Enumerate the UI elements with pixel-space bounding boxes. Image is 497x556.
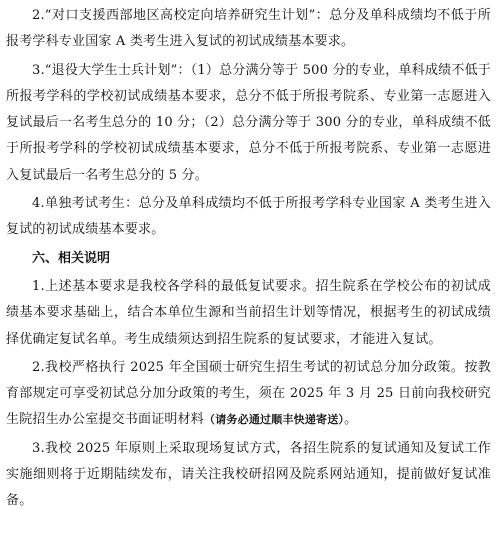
paragraph-note-2-tail: 。 — [344, 412, 358, 428]
paragraph-note-2 — [6, 355, 491, 434]
paragraph-item-4: 4.单独考试考生：总分及单科成绩均不低于所报考学科专业国家 A 类考生进入复试的初试成绩基本要求。 — [6, 196, 491, 238]
paragraph-item-2: 2.“对口支援西部地区高校定向培养研究生计划”：总分及单科成绩均不低于所报考学科专业国家 A 类考生进入复试的初试成绩基本要求。 — [6, 8, 491, 50]
section-heading-6: 六、相关说明 — [32, 250, 111, 266]
paragraph-item-3: 3.“退役大学生士兵计划”：（1）总分满分等于 500 分的专业，单科成绩不低于所报考学科的学校初试成绩基本要求，总分不低于所报考院系、专业第一志愿进入复试最后一名考生总分的 10 分；（2）总分满分等于 300 分的专业，单科成绩不低于所报考学科的学校初试成绩基本要求，总分不低于所报考院系、专业第一志愿进入复试最后一名考生总分的 5 分。 — [6, 62, 491, 183]
paragraph-note-2-text: 2.我校严格执行 2025 年全国硕士研究生招生考试的初试总分加分政策。按教育部规定可享受初试总分加分政策的考生，须在 2025 年 3 月 25 日前向我校研究生院招生办公室提交书面证明材料 — [6, 359, 491, 428]
paragraph-note-1: 1.上述基本要求是我校各学科的最低复试要求。招生院系在学校公布的初试成绩基本要求基础上，结合本单位生源和当前招生计划等情况，根据考生的初试成绩择优确定复试名单。考生成绩须达到招生院系的复试要求，才能进入复试。 — [6, 278, 491, 347]
paragraph-note-3: 3.我校 2025 年原则上采取现场复试方式，各招生院系的复试通知及复试工作实施细则将于近期陆续发布，请关注我校研招网及院系网站通知，提前做好复试准备。 — [6, 440, 491, 509]
courier-note: （请务必通过顺丰快递寄送） — [204, 413, 345, 427]
